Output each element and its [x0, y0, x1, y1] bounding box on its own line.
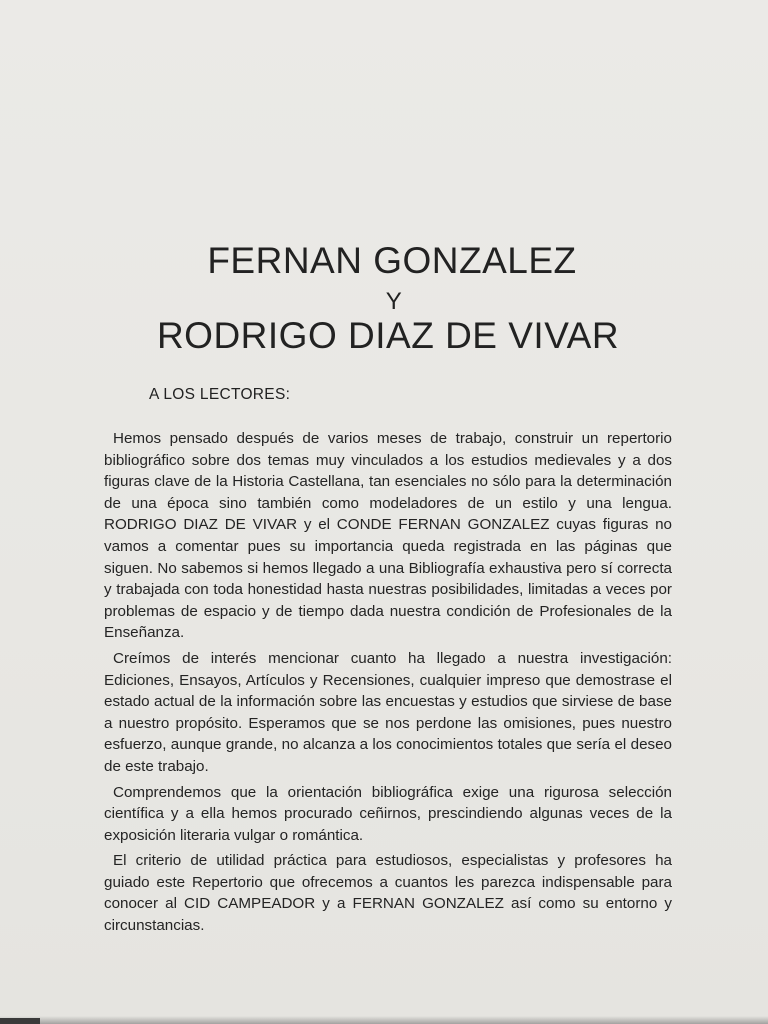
paragraph: Creímos de interés mencionar cuanto ha llegado a nuestra investigación: Ediciones, Ensayos, Artículos y Recensiones, cualquier impreso que demostrase el estado actual de la información sobre las encuestas y estudios que sirviese de base a nuestro propósito. Esperamos que se nos perdone las omisiones, pues nuestro esfuerzo, aunque grande, no alcanza a los conocimientos totales que sería el deseo de este trabajo.	[104, 649, 672, 775]
body-text	[104, 428, 672, 941]
scan-edge-mark	[0, 1018, 40, 1024]
paragraph: Comprendemos que la orientación bibliográfica exige una rigurosa selección científica y a ella hemos procurado ceñirnos, prescindiendo algunas veces de la exposición literaria vulgar o romántica.	[104, 783, 672, 844]
title-line-1: FERNAN GONZALEZ	[207, 240, 577, 281]
paragraph: Hemos pensado después de varios meses de trabajo, construir un repertorio bibliográfico sobre dos temas muy vinculados a los estudios medievales y a dos figuras clave de la Historia Castellana, tan esenciales no sólo para la determinación de una época sino también como modeladores de un estilo y una lengua. RODRIGO DIAZ DE VIVAR y el CONDE FERNAN GONZALEZ cuyas figuras no vamos a comentar pues su importancia queda registrada en las páginas que siguen. No sabemos si hemos llegado a una Bibliografía exhaustiva pero sí correcta y trabajada con toda honestidad hasta nuestras posibilidades, limitadas a veces por problemas de espacio y de tiempo dada nuestra condición de Profesionales de la Enseñanza.	[104, 430, 672, 642]
page-bottom-edge	[0, 1016, 768, 1024]
paragraph: El criterio de utilidad práctica para estudiosos, especialistas y profesores ha guiado este Repertorio que ofrecemos a cuantos les parezca indispensable para conocer al CID CAMPEADOR y a FERNAN GONZALEZ así como su entorno y circunstancias.	[104, 852, 672, 935]
title-conjunction: Y	[385, 288, 403, 315]
section-heading: A LOS LECTORES:	[149, 386, 291, 403]
title-line-2: RODRIGO DIAZ DE VIVAR	[156, 315, 620, 356]
